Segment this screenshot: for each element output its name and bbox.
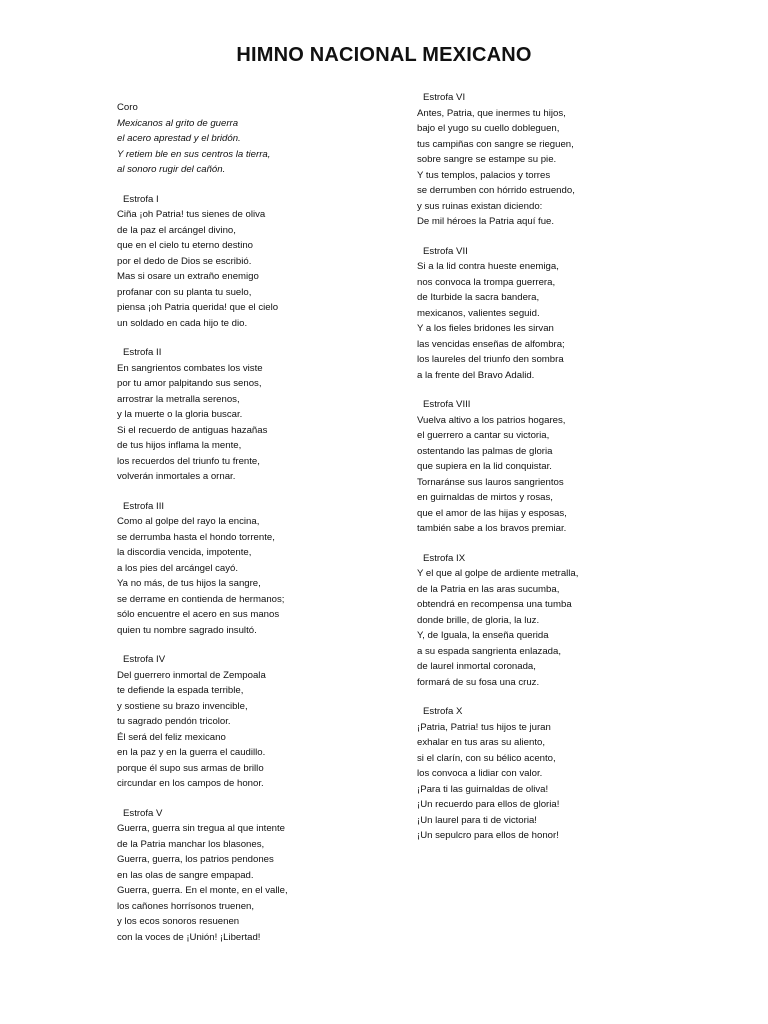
verse-line: Tornaránse sus lauros sangrientos bbox=[417, 476, 564, 488]
verse-line: quien tu nombre sagrado insultó. bbox=[117, 624, 257, 636]
document-title: HIMNO NACIONAL MEXICANO bbox=[236, 44, 532, 66]
verse-line: de tus hijos inflama la mente, bbox=[117, 440, 242, 451]
verse-line: ¡Un sepulcro para ellos de honor! bbox=[417, 830, 559, 841]
verse-line: por tu amor palpitando sus senos, bbox=[117, 378, 262, 389]
stanza-label: Estrofa VI bbox=[423, 92, 466, 103]
verse-line: los convoca a lidiar con valor. bbox=[417, 768, 543, 779]
left-column bbox=[117, 100, 417, 959]
verse-line: en las olas de sangre empapad. bbox=[117, 869, 254, 881]
verse-line: tu sagrado pendón tricolor. bbox=[117, 716, 231, 727]
stanza-label: Estrofa VIII bbox=[423, 399, 471, 410]
verse-line: Vuelva altivo a los patrios hogares, bbox=[417, 414, 566, 426]
stanza-label: Estrofa VII bbox=[423, 245, 468, 257]
stanza bbox=[117, 192, 417, 332]
stanza bbox=[117, 652, 417, 792]
verse-line: De mil héroes la Patria aquí fue. bbox=[417, 216, 555, 227]
verse-line: con la voces de ¡Unión! ¡Libertad! bbox=[117, 931, 261, 943]
verse-line: se derrumba hasta el hondo torrente, bbox=[117, 531, 275, 543]
verse-line: En sangrientos combates los viste bbox=[117, 362, 263, 374]
stanza bbox=[117, 499, 417, 639]
verse-line: exhalar en tus aras su aliento, bbox=[417, 737, 545, 748]
verse-line: Él será del feliz mexicano bbox=[117, 731, 226, 743]
verse-line: ¡Un laurel para ti de victoria! bbox=[417, 814, 537, 826]
verse-line: nos convoca la trompa guerrera, bbox=[417, 276, 556, 288]
verse-line: Guerra, guerra, los patrios pendones bbox=[117, 854, 274, 865]
verse-line: Si a la lid contra hueste enemiga, bbox=[417, 261, 559, 272]
verse-line: de la Patria manchar los blasones, bbox=[117, 838, 265, 850]
verse-line: de la paz el arcángel divino, bbox=[117, 224, 236, 236]
verse-line: bajo el yugo su cuello dobleguen, bbox=[417, 123, 560, 134]
verse-line: ostentando las palmas de gloria bbox=[417, 445, 553, 457]
verse-line: Y tus templos, palacios y torres bbox=[417, 169, 551, 181]
verse-line: Mexicanos al grito de guerra bbox=[117, 117, 239, 129]
right-column bbox=[417, 90, 717, 858]
verse-line: y los ecos sonoros resuenen bbox=[117, 916, 240, 927]
stanza-label: Estrofa X bbox=[423, 706, 463, 717]
verse-line: Como al golpe del rayo la encina, bbox=[117, 516, 260, 527]
verse-line: que en el cielo tu eterno destino bbox=[117, 240, 254, 251]
verse-line: la discordia vencida, impotente, bbox=[117, 547, 252, 558]
verse-line: Guerra, guerra sin tregua al que intente bbox=[117, 823, 285, 834]
verse-line: ¡Para ti las guirnaldas de oliva! bbox=[417, 783, 549, 795]
verse-line: sólo encuentre el acero en sus manos bbox=[117, 609, 280, 620]
verse-line: sobre sangre se estampe su pie. bbox=[417, 154, 557, 165]
stanza-label: Estrofa IV bbox=[123, 654, 166, 665]
verse-line: a los pies del arcángel cayó. bbox=[117, 562, 239, 574]
stanza-label: Estrofa I bbox=[123, 193, 159, 205]
verse-line: donde brille, de gloria, la luz. bbox=[417, 614, 540, 626]
verse-line: si el clarín, con su bélico acento, bbox=[417, 752, 556, 764]
stanza-label: Estrofa V bbox=[123, 807, 163, 819]
verse-line: porque él supo sus armas de brillo bbox=[117, 762, 264, 774]
verse-line: ¡Un recuerdo para ellos de gloria! bbox=[417, 799, 560, 810]
verse-line: piensa ¡oh Patria querida! que el cielo bbox=[117, 302, 279, 313]
verse-line: y sus ruinas existan diciendo: bbox=[417, 200, 543, 212]
stanza bbox=[417, 397, 717, 537]
stanza bbox=[417, 704, 717, 844]
verse-line: Mas si osare un extraño enemigo bbox=[117, 271, 259, 282]
verse-line: se derrumben con hórrido estruendo, bbox=[417, 185, 575, 196]
verse-line: al sonoro rugir del cañón. bbox=[117, 164, 226, 175]
verse-line: Ciña ¡oh Patria! tus sienes de oliva bbox=[117, 209, 266, 220]
verse-line: de la Patria en las aras sucumba, bbox=[417, 583, 560, 595]
verse-line: Y, de Iguala, la enseña querida bbox=[417, 630, 549, 641]
stanza-label: Estrofa III bbox=[123, 500, 165, 512]
verse-line: mexicanos, valientes seguid. bbox=[417, 307, 540, 319]
verse-line: Y a los fieles bridones les sirvan bbox=[417, 323, 554, 334]
verse-line: se derrame en contienda de hermanos; bbox=[117, 593, 285, 605]
verse-line: arrostrar la metralla serenos, bbox=[117, 393, 240, 405]
stanza-label: Estrofa IX bbox=[423, 552, 466, 564]
verse-line: un soldado en cada hijo te dio. bbox=[117, 317, 248, 329]
verse-line: por el dedo de Dios se escribió. bbox=[117, 255, 252, 267]
verse-line: también sabe a los bravos premiar. bbox=[417, 523, 567, 534]
stanza bbox=[417, 551, 717, 691]
stanza bbox=[117, 100, 417, 178]
verse-line: el guerrero a cantar su victoria, bbox=[417, 430, 550, 441]
verse-line: el acero aprestad y el bridón. bbox=[117, 133, 241, 144]
verse-line: a la frente del Bravo Adalid. bbox=[417, 369, 535, 381]
stanza bbox=[417, 244, 717, 384]
verse-line: Antes, Patria, que inermes tu hijos, bbox=[417, 107, 566, 119]
verse-line: las vencidas enseñas de alfombra; bbox=[417, 338, 565, 350]
verse-line: Guerra, guerra. En el monte, en el valle, bbox=[117, 885, 288, 896]
verse-line: Si el recuerdo de antiguas hazañas bbox=[117, 424, 268, 436]
verse-line: Del guerrero inmortal de Zempoala bbox=[117, 669, 266, 681]
verse-line: volverán inmortales a ornar. bbox=[117, 471, 236, 482]
verse-line: los recuerdos del triunfo tu frente, bbox=[117, 455, 260, 467]
verse-line: circundar en los campos de honor. bbox=[117, 778, 264, 789]
verse-line: y la muerte o la gloria buscar. bbox=[117, 409, 243, 420]
verse-line: Y retiem ble en sus centros la tierra, bbox=[117, 148, 271, 160]
stanza-label: Estrofa II bbox=[123, 347, 162, 358]
verse-line: profanar con su planta tu suelo, bbox=[117, 286, 252, 298]
verse-line: a su espada sangrienta enlazada, bbox=[417, 645, 562, 657]
verse-line: formará de su fosa una cruz. bbox=[417, 676, 540, 688]
verse-line: Y el que al golpe de ardiente metralla, bbox=[417, 568, 579, 579]
verse-line: que supiera en la lid conquistar. bbox=[417, 461, 552, 472]
verse-line: obtendrá en recompensa una tumba bbox=[417, 599, 572, 610]
verse-line: de laurel inmortal coronada, bbox=[417, 661, 536, 672]
stanza bbox=[117, 345, 417, 485]
verse-line: en la paz y en la guerra el caudillo. bbox=[117, 747, 266, 758]
verse-line: ¡Patria, Patria! tus hijos te juran bbox=[417, 721, 551, 733]
stanza bbox=[417, 90, 717, 230]
verse-line: en guirnaldas de mirtos y rosas, bbox=[417, 492, 553, 503]
stanza bbox=[117, 806, 417, 946]
verse-line: los laureles del triunfo den sombra bbox=[417, 354, 564, 365]
verse-line: los cañones horrísonos truenen, bbox=[117, 900, 255, 912]
stanza-label: Coro bbox=[117, 102, 138, 113]
verse-line: tus campiñas con sangre se rieguen, bbox=[417, 138, 574, 150]
verse-line: y sostiene su brazo invencible, bbox=[117, 700, 248, 712]
verse-line: te defiende la espada terrible, bbox=[117, 685, 244, 696]
verse-line: de Iturbide la sacra bandera, bbox=[417, 292, 540, 303]
verse-line: que el amor de las hijas y esposas, bbox=[417, 507, 567, 519]
verse-line: Ya no más, de tus hijos la sangre, bbox=[117, 578, 261, 589]
